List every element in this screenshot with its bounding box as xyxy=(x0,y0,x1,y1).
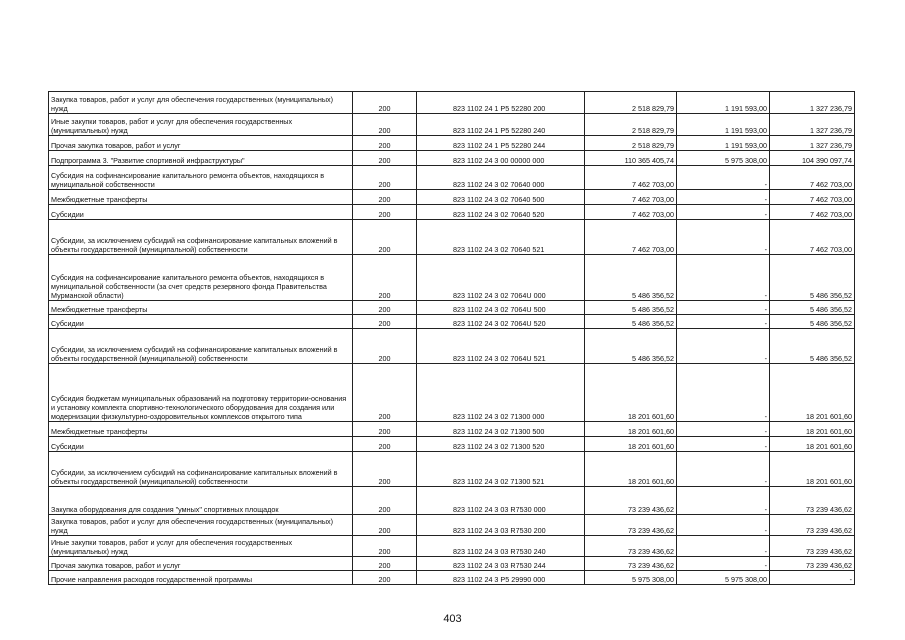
cell-name: Прочая закупка товаров, работ и услуг xyxy=(49,136,353,151)
cell-section: 200 xyxy=(353,166,417,190)
cell-code: 823 1102 24 3 02 7064U 000 xyxy=(417,255,585,301)
table-row xyxy=(49,205,855,220)
cell-section: 200 xyxy=(353,487,417,515)
table-row xyxy=(49,515,855,536)
cell-amount-total: 5 975 308,00 xyxy=(585,571,677,585)
cell-amount-3: 7 462 703,00 xyxy=(770,220,855,255)
cell-code: 823 1102 24 3 Р5 29990 000 xyxy=(417,571,585,585)
cell-amount-3: 73 239 436,62 xyxy=(770,515,855,536)
cell-section: 200 xyxy=(353,536,417,557)
cell-amount-total: 5 486 356,52 xyxy=(585,329,677,364)
cell-section: 200 xyxy=(353,437,417,452)
table-row xyxy=(49,301,855,315)
cell-name: Межбюджетные трансферты xyxy=(49,422,353,437)
cell-name: Субсидии xyxy=(49,315,353,329)
cell-amount-3: 73 239 436,62 xyxy=(770,536,855,557)
table-row xyxy=(49,452,855,487)
cell-code: 823 1102 24 3 02 7064U 520 xyxy=(417,315,585,329)
cell-amount-3: 7 462 703,00 xyxy=(770,166,855,190)
cell-amount-3: 104 390 097,74 xyxy=(770,151,855,166)
cell-amount-2: - xyxy=(677,166,770,190)
cell-amount-2: - xyxy=(677,437,770,452)
cell-section: 200 xyxy=(353,422,417,437)
cell-amount-3: 73 239 436,62 xyxy=(770,487,855,515)
cell-amount-total: 18 201 601,60 xyxy=(585,452,677,487)
cell-section: 200 xyxy=(353,557,417,571)
table-row xyxy=(49,536,855,557)
table-row xyxy=(49,255,855,301)
cell-name: Закупка оборудования для создания "умных" спортивных площадок xyxy=(49,487,353,515)
cell-name: Субсидия бюджетам муниципальных образований на подготовку территории-основания и установку комплекта спортивно-технологического оборудования для создания или модернизации физкультурно-оздоровительных комплексов открытого типа xyxy=(49,364,353,422)
cell-amount-2: 1 191 593,00 xyxy=(677,136,770,151)
cell-section: 200 xyxy=(353,255,417,301)
budget-table-sheet xyxy=(48,91,854,585)
cell-amount-2: - xyxy=(677,220,770,255)
cell-name: Субсидия на софинансирование капитального ремонта объектов, находящихся в муниципальной собственности xyxy=(49,166,353,190)
cell-code: 823 1102 24 1 Р5 52280 244 xyxy=(417,136,585,151)
cell-amount-2: - xyxy=(677,515,770,536)
table-row xyxy=(49,487,855,515)
cell-code: 823 1102 24 3 03 R7530 200 xyxy=(417,515,585,536)
cell-section: 200 xyxy=(353,114,417,136)
table-row xyxy=(49,190,855,205)
cell-amount-3: 7 462 703,00 xyxy=(770,205,855,220)
table-row xyxy=(49,557,855,571)
cell-name: Прочие направления расходов государственной программы xyxy=(49,571,353,585)
cell-amount-2: - xyxy=(677,536,770,557)
cell-section: 200 xyxy=(353,329,417,364)
cell-code: 823 1102 24 3 02 70640 000 xyxy=(417,166,585,190)
cell-name: Иные закупки товаров, работ и услуг для обеспечения государственных (муниципальных) нужд xyxy=(49,114,353,136)
cell-amount-3: 1 327 236,79 xyxy=(770,136,855,151)
cell-name: Субсидии xyxy=(49,437,353,452)
cell-amount-total: 110 365 405,74 xyxy=(585,151,677,166)
table-row xyxy=(49,329,855,364)
cell-amount-total: 5 486 356,52 xyxy=(585,301,677,315)
cell-amount-2: - xyxy=(677,487,770,515)
cell-amount-3: 7 462 703,00 xyxy=(770,190,855,205)
cell-code: 823 1102 24 3 03 R7530 244 xyxy=(417,557,585,571)
table-row xyxy=(49,315,855,329)
cell-code: 823 1102 24 1 Р5 52280 200 xyxy=(417,92,585,114)
cell-code: 823 1102 24 3 02 70640 500 xyxy=(417,190,585,205)
cell-amount-2: 5 975 308,00 xyxy=(677,151,770,166)
cell-name: Закупка товаров, работ и услуг для обеспечения государственных (муниципальных) нужд xyxy=(49,515,353,536)
cell-amount-2: 5 975 308,00 xyxy=(677,571,770,585)
table-body xyxy=(49,92,855,585)
cell-amount-total: 73 239 436,62 xyxy=(585,487,677,515)
cell-amount-total: 7 462 703,00 xyxy=(585,166,677,190)
cell-amount-3: 5 486 356,52 xyxy=(770,301,855,315)
cell-section: 200 xyxy=(353,151,417,166)
cell-code: 823 1102 24 3 00 00000 000 xyxy=(417,151,585,166)
cell-amount-total: 7 462 703,00 xyxy=(585,190,677,205)
cell-code: 823 1102 24 3 02 71300 000 xyxy=(417,364,585,422)
cell-amount-total: 5 486 356,52 xyxy=(585,315,677,329)
cell-section: 200 xyxy=(353,452,417,487)
cell-amount-2: - xyxy=(677,315,770,329)
cell-amount-total: 2 518 829,79 xyxy=(585,136,677,151)
cell-amount-2: 1 191 593,00 xyxy=(677,114,770,136)
cell-amount-3: 1 327 236,79 xyxy=(770,114,855,136)
cell-amount-2: - xyxy=(677,255,770,301)
cell-amount-3: 1 327 236,79 xyxy=(770,92,855,114)
cell-amount-2: - xyxy=(677,329,770,364)
cell-name: Субсидии, за исключением субсидий на софинансирование капитальных вложений в объекты государственной (муниципальной) собственности xyxy=(49,220,353,255)
cell-amount-3: 5 486 356,52 xyxy=(770,329,855,364)
cell-code: 823 1102 24 3 02 71300 521 xyxy=(417,452,585,487)
cell-amount-2: - xyxy=(677,301,770,315)
cell-code: 823 1102 24 3 02 71300 500 xyxy=(417,422,585,437)
cell-section: 200 xyxy=(353,515,417,536)
cell-name: Межбюджетные трансферты xyxy=(49,190,353,205)
cell-amount-3: 18 201 601,60 xyxy=(770,364,855,422)
cell-amount-2: - xyxy=(677,364,770,422)
cell-section: 200 xyxy=(353,315,417,329)
cell-name: Прочая закупка товаров, работ и услуг xyxy=(49,557,353,571)
cell-amount-3: - xyxy=(770,571,855,585)
table-row xyxy=(49,437,855,452)
cell-name: Подпрограмма 3. "Развитие спортивной инфраструктуры" xyxy=(49,151,353,166)
cell-amount-2: - xyxy=(677,422,770,437)
cell-name: Иные закупки товаров, работ и услуг для обеспечения государственных (муниципальных) нужд xyxy=(49,536,353,557)
budget-table xyxy=(48,91,855,585)
cell-amount-2: 1 191 593,00 xyxy=(677,92,770,114)
cell-code: 823 1102 24 3 02 7064U 500 xyxy=(417,301,585,315)
cell-amount-total: 18 201 601,60 xyxy=(585,437,677,452)
table-row xyxy=(49,220,855,255)
cell-code: 823 1102 24 3 02 7064U 521 xyxy=(417,329,585,364)
cell-name: Межбюджетные трансферты xyxy=(49,301,353,315)
cell-amount-3: 18 201 601,60 xyxy=(770,437,855,452)
table-row xyxy=(49,92,855,114)
cell-name: Субсидии, за исключением субсидий на софинансирование капитальных вложений в объекты государственной (муниципальной) собственности xyxy=(49,329,353,364)
cell-amount-3: 18 201 601,60 xyxy=(770,422,855,437)
cell-amount-2: - xyxy=(677,557,770,571)
cell-section: 200 xyxy=(353,92,417,114)
cell-code: 823 1102 24 3 02 71300 520 xyxy=(417,437,585,452)
cell-section: 200 xyxy=(353,136,417,151)
cell-section: 200 xyxy=(353,190,417,205)
cell-code: 823 1102 24 3 03 R7530 240 xyxy=(417,536,585,557)
cell-amount-total: 2 518 829,79 xyxy=(585,114,677,136)
cell-amount-2: - xyxy=(677,205,770,220)
cell-amount-total: 73 239 436,62 xyxy=(585,557,677,571)
cell-amount-3: 5 486 356,52 xyxy=(770,315,855,329)
cell-code: 823 1102 24 1 Р5 52280 240 xyxy=(417,114,585,136)
cell-section: 200 xyxy=(353,301,417,315)
cell-name: Субсидии xyxy=(49,205,353,220)
cell-code: 823 1102 24 3 02 70640 520 xyxy=(417,205,585,220)
cell-name: Субсидия на софинансирование капитального ремонта объектов, находящихся в муниципальной собственности (за счет средств резервного фонда Правительства Мурманской области) xyxy=(49,255,353,301)
table-row xyxy=(49,166,855,190)
cell-code: 823 1102 24 3 03 R7530 000 xyxy=(417,487,585,515)
cell-section: 200 xyxy=(353,364,417,422)
page-number: 403 xyxy=(443,613,462,625)
table-row xyxy=(49,136,855,151)
table-row xyxy=(49,151,855,166)
cell-name: Закупка товаров, работ и услуг для обеспечения государственных (муниципальных) нужд xyxy=(49,92,353,114)
cell-section: 200 xyxy=(353,220,417,255)
cell-name: Субсидии, за исключением субсидий на софинансирование капитальных вложений в объекты государственной (муниципальной) собственности xyxy=(49,452,353,487)
cell-amount-total: 2 518 829,79 xyxy=(585,92,677,114)
cell-amount-total: 18 201 601,60 xyxy=(585,422,677,437)
cell-code: 823 1102 24 3 02 70640 521 xyxy=(417,220,585,255)
table-row xyxy=(49,364,855,422)
cell-amount-3: 5 486 356,52 xyxy=(770,255,855,301)
cell-amount-total: 73 239 436,62 xyxy=(585,515,677,536)
cell-amount-total: 7 462 703,00 xyxy=(585,220,677,255)
table-row xyxy=(49,571,855,585)
cell-amount-2: - xyxy=(677,190,770,205)
cell-amount-3: 73 239 436,62 xyxy=(770,557,855,571)
cell-section: 200 xyxy=(353,205,417,220)
cell-amount-total: 7 462 703,00 xyxy=(585,205,677,220)
cell-amount-total: 5 486 356,52 xyxy=(585,255,677,301)
cell-section: 200 xyxy=(353,571,417,585)
cell-amount-2: - xyxy=(677,452,770,487)
cell-amount-total: 18 201 601,60 xyxy=(585,364,677,422)
cell-amount-total: 73 239 436,62 xyxy=(585,536,677,557)
cell-amount-3: 18 201 601,60 xyxy=(770,452,855,487)
table-row xyxy=(49,422,855,437)
table-row xyxy=(49,114,855,136)
